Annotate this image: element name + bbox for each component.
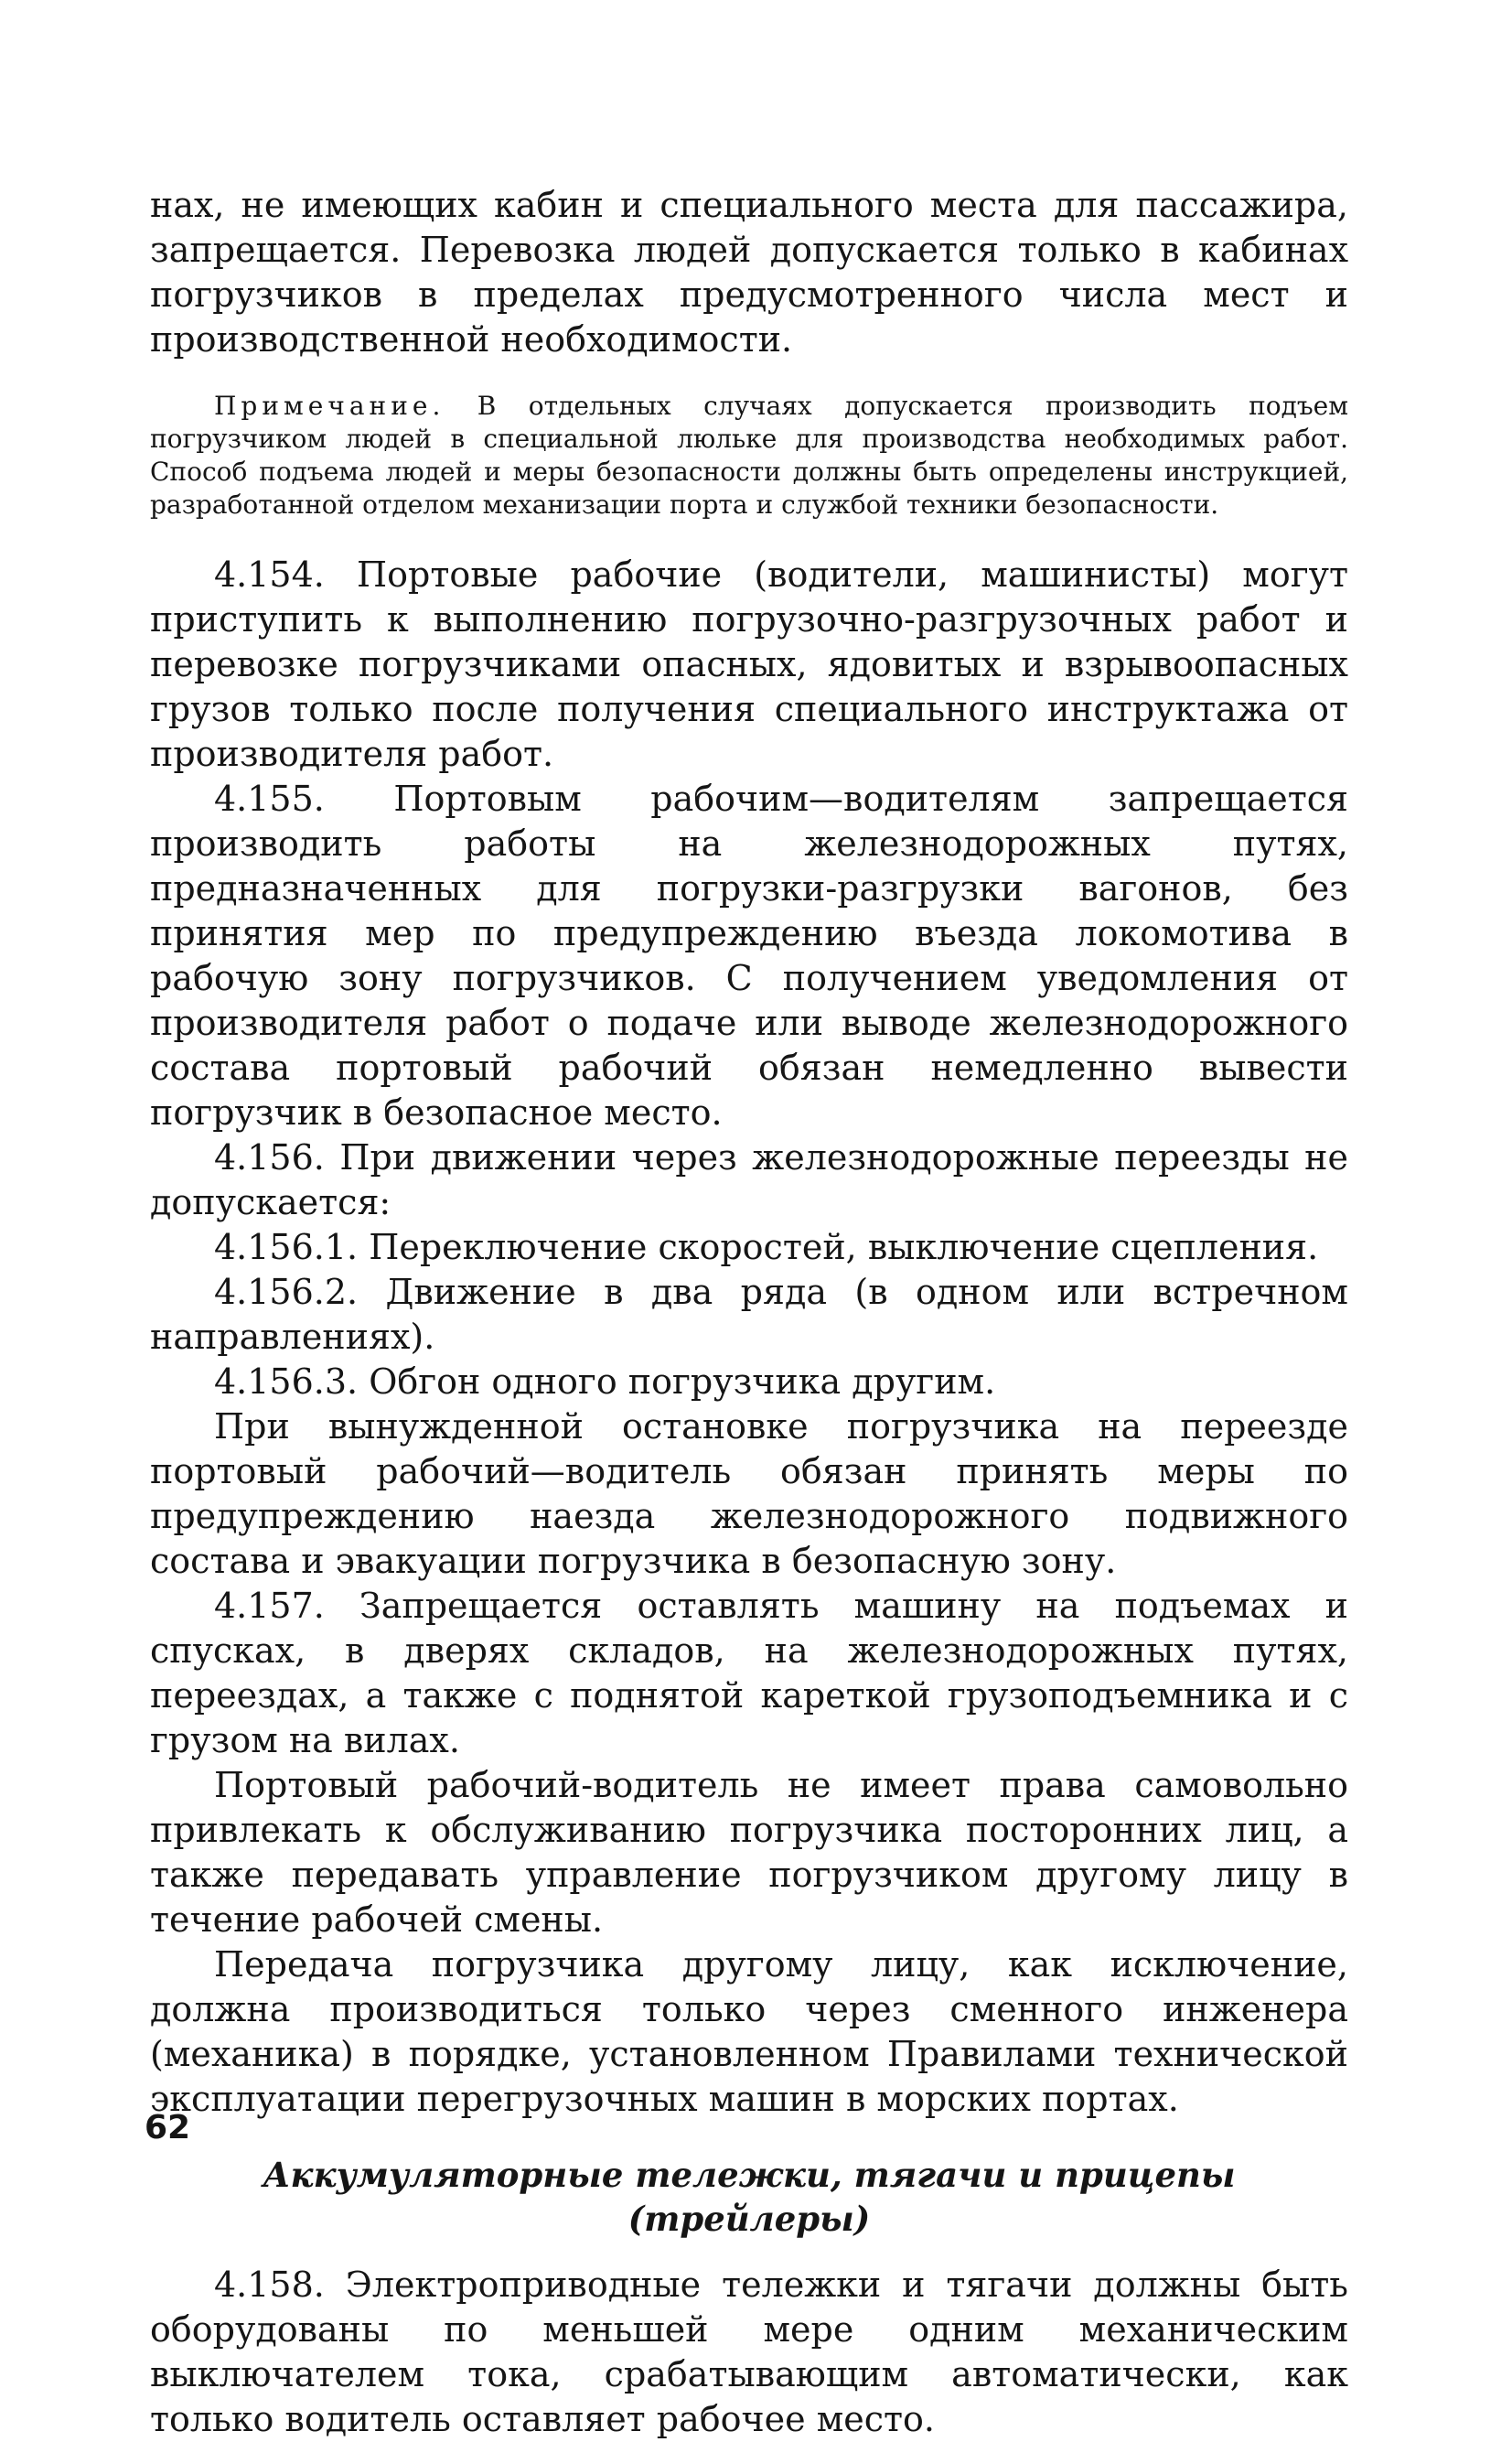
paragraph-continuation: нах, не имеющих кабин и специального места для пассажира, запрещается. Перевозка людей допускается только в кабинах погрузчиков в пределах предусмотренного числа мест и производственной необходимости.: [150, 185, 1348, 360]
paragraph-4-155: 4.155. Портовым рабочим—водителям запрещается производить работы на железнодорожных путях, предназначенных для погрузки-разгрузки вагонов, без принятия мер по предупреждению въезда локомотива в рабочую зону погрузчиков. С получением уведомления от производителя работ о подаче или выводе железнодорожного состава портовый рабочий обязан немедленно вывести погрузчик в безопасное место.: [150, 779, 1348, 1133]
paragraph-4-158: 4.158. Электроприводные тележки и тягачи должны быть оборудованы по меньшей мере одним механическим выключателем тока, срабатывающим автоматически, как только водитель оставляет рабочее место.: [150, 2264, 1348, 2439]
note-label: Примечание.: [214, 391, 445, 421]
paragraph-4-156-2: 4.156.2. Движение в два ряда (в одном или встречном направлениях).: [150, 1272, 1348, 1357]
note-text: В отдельных случаях допускается производить подъем погрузчиком людей в специальной люльке для производства необходимых работ. Способ подъема людей и меры безопасности должны быть определены инструкцией, разработанной отделом механизации порта и службой техники безопасности.: [150, 391, 1349, 520]
paragraph-4-156-3: 4.156.3. Обгон одного погрузчика другим.: [214, 1361, 996, 1402]
paragraph-driver-rights: Портовый рабочий-водитель не имеет права самовольно привлекать к обслуживанию погрузчика посторонних лиц, а также передавать управление погрузчиком другому лицу в течение рабочей смены.: [150, 1765, 1348, 1940]
page-number: 62: [145, 2109, 191, 2146]
paragraph-4-156-1: 4.156.1. Переключение скоростей, выключение сцепления.: [214, 1227, 1319, 1267]
paragraph-transfer: Передача погрузчика другому лицу, как исключение, должна производиться только через сменного инженера (механика) в порядке, установленном Правилами технической эксплуатации перегрузочных машин в морских портах.: [150, 1944, 1348, 2119]
paragraph-4-156: 4.156. При движении через железнодорожные переезды не допускается:: [150, 1137, 1348, 1222]
document-page: [150, 183, 1349, 2439]
section-heading: Аккумуляторные тележки, тягачи и прицепы (трейлеры): [263, 2155, 1236, 2239]
paragraph-4-157: 4.157. Запрещается оставлять машину на подъемах и спусках, в дверях складов, на железнодорожных путях, переездах, а также с поднятой кареткой грузоподъемника и с грузом на вилах.: [150, 1586, 1348, 1760]
paragraph-4-154: 4.154. Портовые рабочие (водители, машинисты) могут приступить к выполнению погрузочно-разгрузочных работ и перевозке погрузчиками опасных, ядовитых и взрывоопасных грузов только после получения специального инструктажа от производителя работ.: [150, 554, 1348, 774]
note-paragraph: [150, 390, 1348, 522]
paragraph-forced-stop: При вынужденной остановке погрузчика на переезде портовый рабочий—водитель обязан принять меры по предупреждению наезда железнодорожного подвижного состава и эвакуации погрузчика в безопасную зону.: [150, 1406, 1348, 1581]
